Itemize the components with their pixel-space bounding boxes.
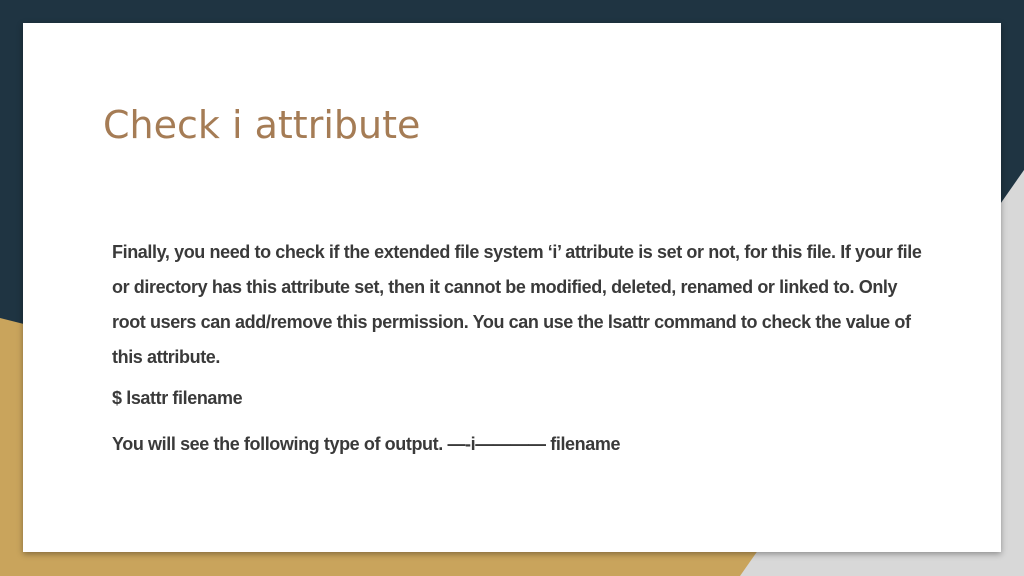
body-paragraph-command: $ lsattr filename	[112, 388, 243, 408]
body-paragraph-output: You will see the following type of output. —-i———— filename	[112, 434, 621, 454]
slide-body	[112, 235, 934, 456]
slide-content-card	[23, 23, 1001, 552]
body-paragraph-explanation: Finally, you need to check if the extended file system ‘i’ attribute is set or not, for this file. If your file or directory has this attribute set, then it cannot be modified, deleted, renamed or linked to. Only root users can add/remove this permission. You can use the lsattr command to check the value of this attribute.	[112, 242, 922, 367]
slide-title: Check i attribute	[103, 103, 421, 147]
